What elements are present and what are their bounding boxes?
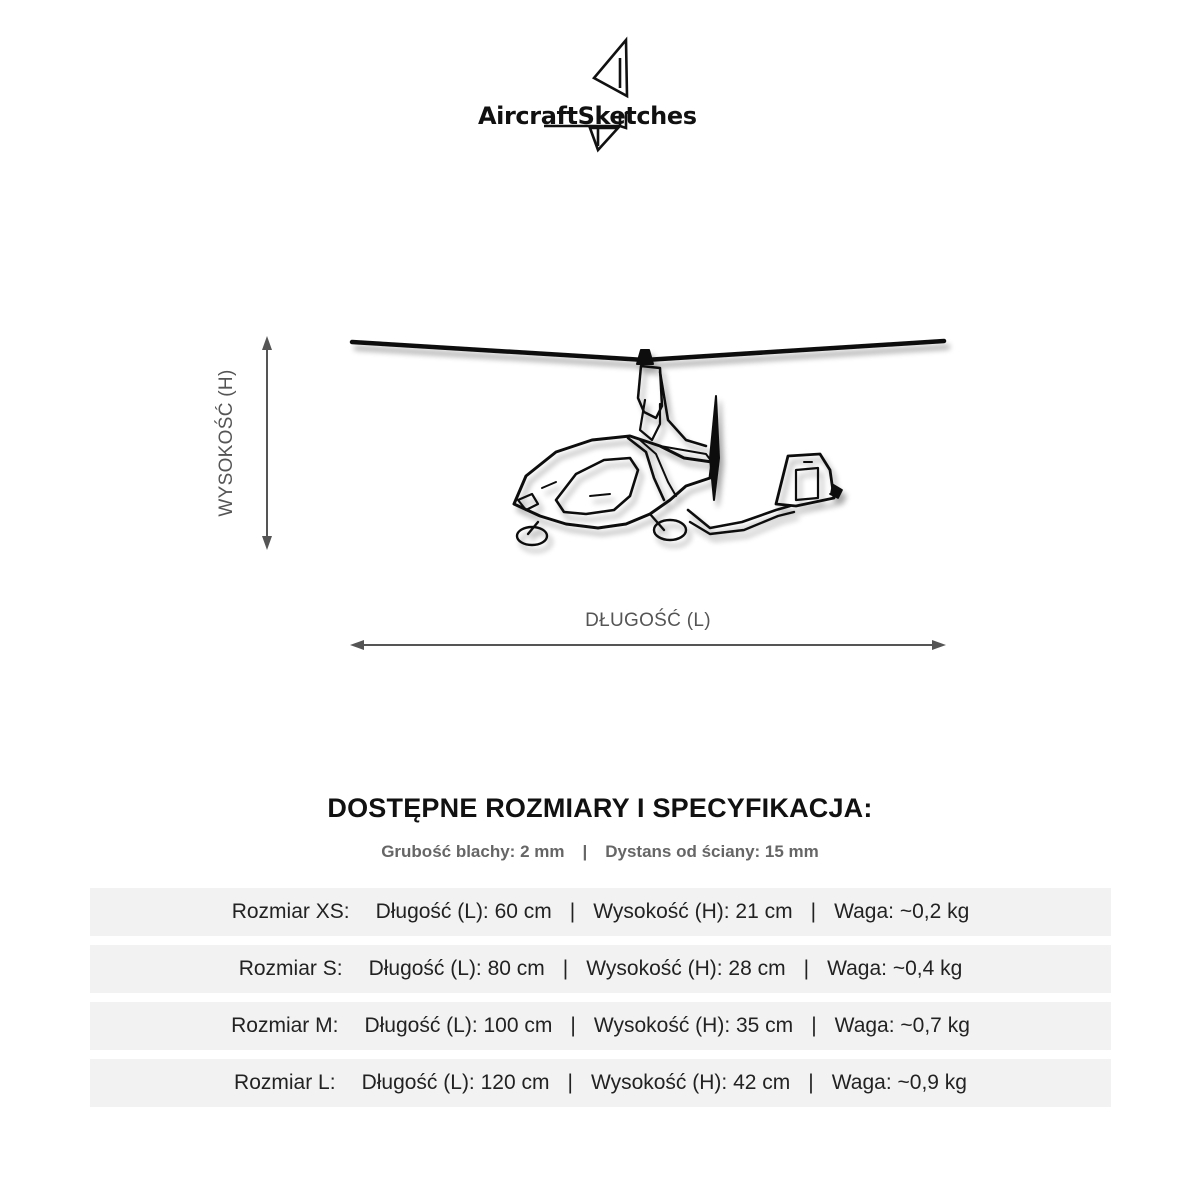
brand-name: AircraftSketches: [478, 102, 697, 130]
length-label: DŁUGOŚĆ (L): [585, 610, 711, 631]
separator: |: [810, 900, 817, 923]
size-name: Rozmiar S:: [238, 957, 343, 980]
separator: |: [562, 957, 569, 980]
separator: |: [569, 900, 576, 923]
size-length: Długość (L): 100 cm: [364, 1014, 553, 1037]
separator: |: [808, 1071, 814, 1094]
length-dimension-arrow: [350, 640, 946, 650]
size-name: Rozmiar M:: [231, 1014, 339, 1037]
separator: |: [567, 1071, 573, 1094]
size-name: Rozmiar XS:: [231, 900, 350, 923]
size-row-l: [90, 1059, 1111, 1107]
size-name: Rozmiar L:: [234, 1071, 336, 1094]
gyrocopter-silhouette: [352, 341, 944, 545]
size-length: Długość (L): 120 cm: [361, 1071, 550, 1094]
size-height: Wysokość (H): 42 cm: [590, 1071, 791, 1094]
separator: |: [582, 842, 588, 861]
separator: |: [570, 1014, 576, 1037]
wall-distance: Dystans od ściany: 15 mm: [605, 842, 819, 861]
size-row-xs: [90, 888, 1111, 936]
height-dimension-arrow: [262, 336, 272, 550]
sheet-thickness: Grubość blachy: 2 mm: [381, 842, 565, 861]
size-height: Wysokość (H): 35 cm: [593, 1014, 794, 1037]
size-weight: Waga: ~0,9 kg: [831, 1071, 967, 1094]
size-table: [90, 888, 1111, 1116]
height-label: WYSOKOŚĆ (H): [216, 369, 237, 517]
spec-title: DOSTĘPNE ROZMIARY I SPECYFIKACJA:: [327, 793, 873, 823]
size-weight: Waga: ~0,4 kg: [827, 957, 963, 980]
separator: |: [803, 957, 810, 980]
spec-subtitle: [0, 842, 1200, 862]
separator: |: [811, 1014, 817, 1037]
size-length: Długość (L): 80 cm: [368, 957, 545, 980]
size-row-s: [90, 945, 1111, 993]
size-weight: Waga: ~0,2 kg: [834, 900, 970, 923]
size-weight: Waga: ~0,7 kg: [834, 1014, 970, 1037]
size-height: Wysokość (H): 21 cm: [593, 900, 793, 923]
size-length: Długość (L): 60 cm: [375, 900, 552, 923]
size-row-m: [90, 1002, 1111, 1050]
size-height: Wysokość (H): 28 cm: [586, 957, 786, 980]
